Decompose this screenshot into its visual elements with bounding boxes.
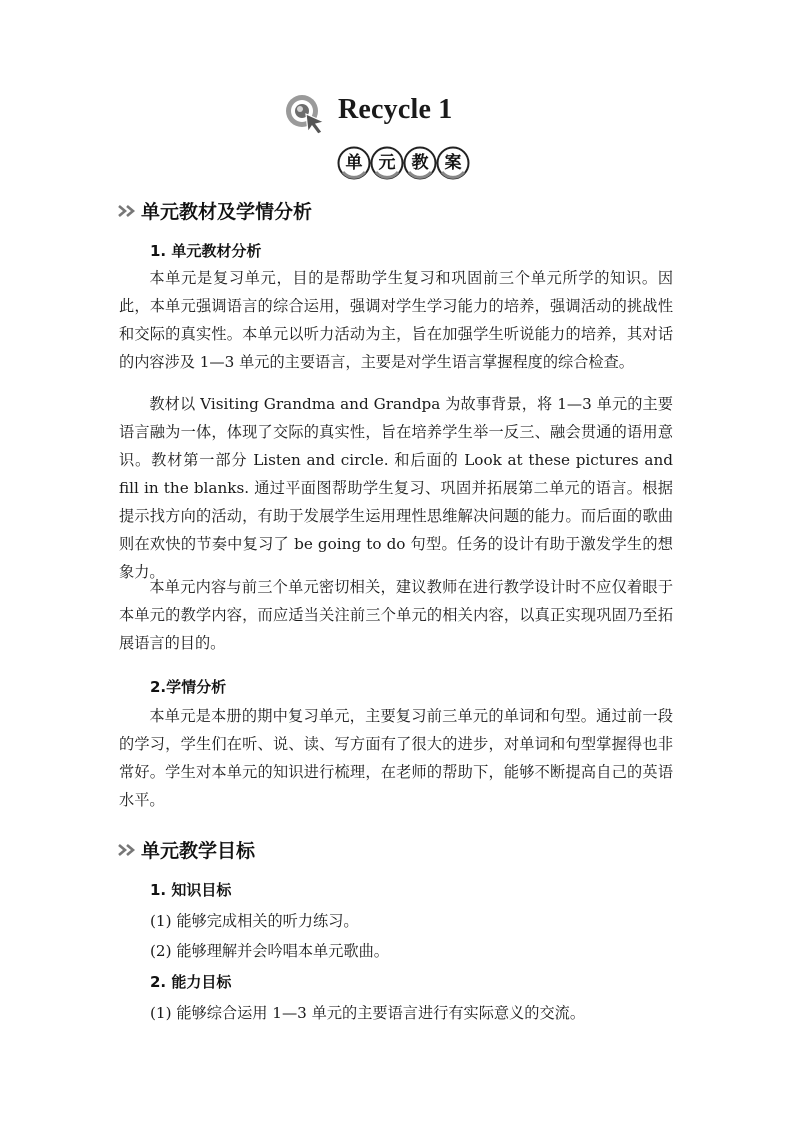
paragraph: 本单元是复习单元，目的是帮助学生复习和巩固前三个单元所学的知识。因此，本单元强调语言的综合运用，强调对学生学习能力的培养，强调活动的挑战性和交际的真实性。本单元以听力活动为主，旨在加强学生听说能力的培养，其对话的内容涉及 1—3 单元的主要语言，主要是对学生语言掌握程度的综合检查。 (119, 269, 673, 371)
subheading: 2. 能力目标 (150, 973, 232, 991)
unit-plan-badges (337, 146, 471, 184)
badge-char: 教 (411, 153, 429, 173)
page-title: Recycle 1 (338, 94, 453, 125)
list-item: (1) 能够综合运用 1—3 单元的主要语言进行有实际意义的交流。 (150, 1004, 586, 1022)
badge-4 (436, 146, 470, 180)
list-item: (2) 能够理解并会吟唱本单元歌曲。 (150, 942, 389, 960)
badge-char: 单 (345, 153, 363, 173)
recycle-cursor-icon (282, 92, 332, 136)
badge-char: 案 (444, 153, 462, 173)
double-chevron-icon (118, 843, 140, 857)
section-heading-text: 单元教材及学情分析 (141, 201, 313, 223)
subheading: 1. 知识目标 (150, 881, 232, 899)
double-chevron-icon (118, 204, 140, 218)
section-heading (118, 197, 312, 224)
subheading: 2.学情分析 (150, 678, 227, 696)
paragraph: 本单元内容与前三个单元密切相关，建议教师在进行教学设计时不应仅着眼于本单元的教学内容，而应适当关注前三个单元的相关内容，以真正实现巩固乃至拓展语言的目的。 (119, 578, 673, 652)
badge-1 (337, 146, 371, 180)
section-heading-text: 单元教学目标 (141, 840, 256, 862)
subheading: 1. 单元教材分析 (150, 242, 262, 260)
paragraph: 本单元是本册的期中复习单元，主要复习前三单元的单词和句型。通过前一段的学习，学生们在听、说、读、写方面有了很大的进步，对单词和句型掌握得也非常好。学生对本单元的知识进行梳理，在老师的帮助下，能够不断提高自己的英语水平。 (119, 707, 673, 809)
list-item: (1) 能够完成相关的听力练习。 (150, 912, 359, 930)
title-row (0, 90, 794, 140)
badge-3 (403, 146, 437, 180)
paragraph: 教材以 Visiting Grandma and Grandpa 为故事背景，将 1—3 单元的主要语言融为一体，体现了交际的真实性，旨在培养学生举一反三、融会贯通的语用意识。教材第一部分 Listen and circle. 和后面的 Look at these pictures and fill in the blanks. 通过平面图帮助学生复习、巩固并拓展第二单元的语言。根据提示找方向的活动，有助于发展学生运用理性思维解决问题的能力。而后面的歌曲则在欢快的节奏中复习了 be going to do 句型。任务的设计有助于激发学生的想象力。 (119, 395, 673, 581)
badge-2 (370, 146, 404, 180)
badge-char: 元 (378, 153, 396, 173)
section-heading (118, 836, 255, 863)
